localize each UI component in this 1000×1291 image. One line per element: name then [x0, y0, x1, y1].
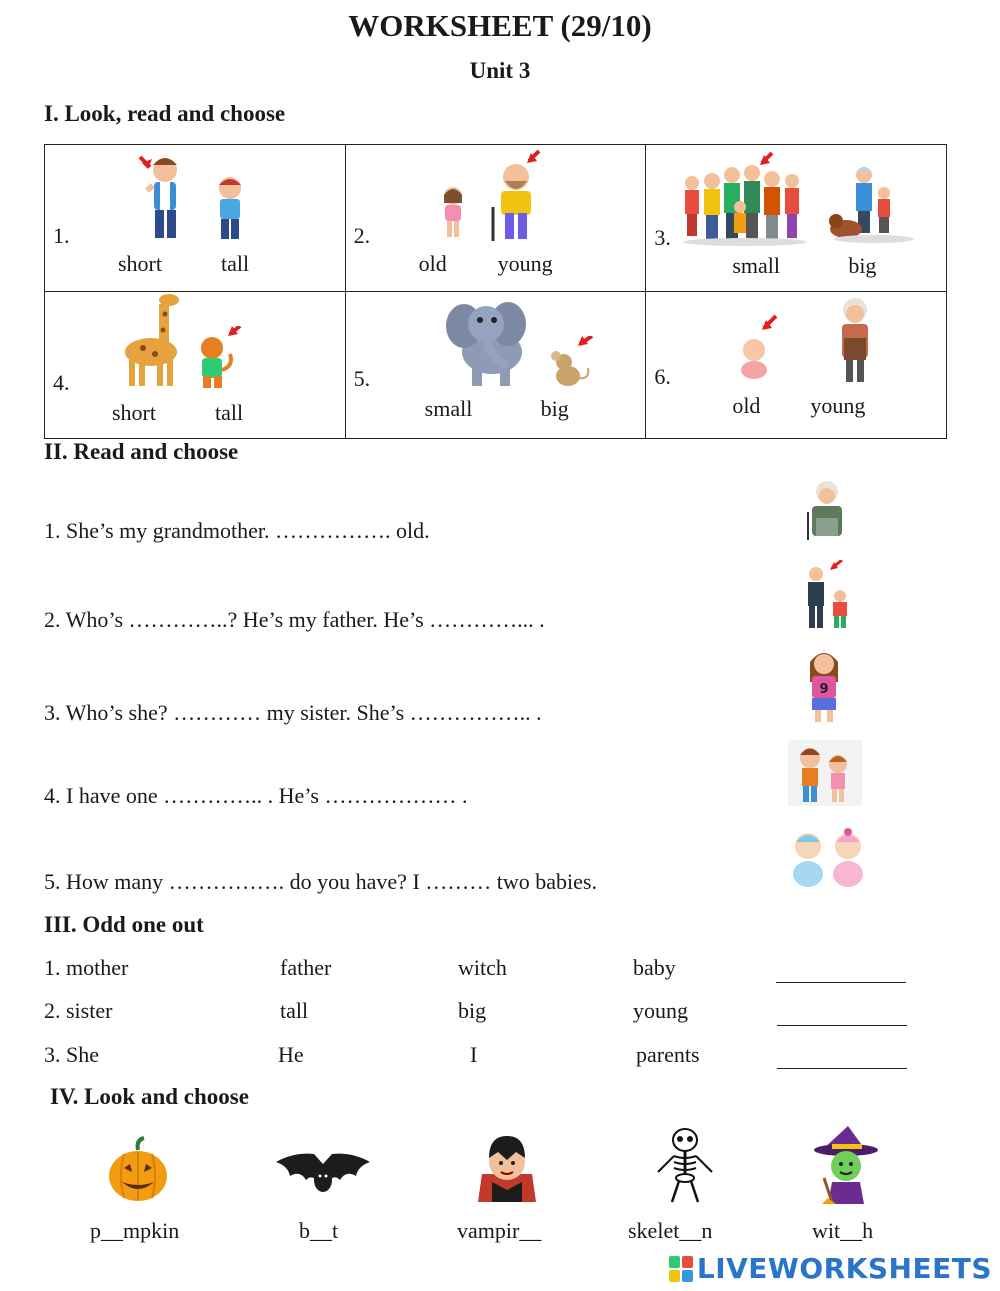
choice-word[interactable]: big — [848, 253, 877, 278]
pumpkin-icon — [106, 1136, 170, 1204]
odd-row-2-word-2: tall — [280, 998, 309, 1023]
sentence-1[interactable]: 1. She’s my grandmother. ……………. old. — [44, 518, 430, 543]
odd-row-3-word-4: parents — [636, 1042, 700, 1067]
tiger-cub-icon — [190, 326, 250, 392]
odd-row-3-word-1: 3. She — [44, 1042, 99, 1067]
mouse-icon — [544, 336, 600, 392]
choice-word[interactable]: young — [810, 393, 866, 418]
choice-word[interactable]: big — [540, 396, 569, 421]
grid-cell-5 — [345, 292, 646, 439]
sentence-5[interactable]: 5. How many ……………. do you have? I ……… two babies. — [44, 869, 597, 894]
choice-word[interactable]: small — [424, 396, 473, 421]
answer-blank-1[interactable] — [776, 982, 906, 983]
bat-icon — [274, 1150, 372, 1200]
grid-cell-6 — [646, 292, 947, 439]
liveworksheets-logo-icon — [669, 1256, 693, 1282]
odd-row-1-word-4: baby — [633, 955, 676, 980]
choice-word[interactable]: short — [118, 251, 162, 276]
section1-heading: I. Look, read and choose — [44, 101, 286, 126]
choice-word[interactable]: short — [112, 400, 156, 425]
odd-row-3-word-3: I — [470, 1042, 478, 1067]
small-family-icon — [826, 159, 916, 249]
giraffe-icon — [113, 290, 193, 392]
unit-label: Unit 3 — [469, 58, 531, 83]
svg-text:9: 9 — [819, 682, 829, 697]
grandmother-icon — [830, 294, 880, 386]
vampire-icon — [474, 1130, 540, 1204]
sentence-2[interactable]: 2. Who’s …………..? He’s my father. He’s …………... . — [44, 607, 545, 632]
odd-row-1-word-3: witch — [458, 955, 507, 980]
choice-word[interactable]: tall — [221, 251, 250, 276]
grid-cell-3 — [646, 145, 947, 292]
choice-word[interactable]: old — [732, 393, 761, 418]
odd-row-1-word-2: father — [280, 955, 332, 980]
spell-word-witch[interactable]: wit__h — [812, 1218, 874, 1243]
spell-word-vampire[interactable]: vampir__ — [457, 1218, 542, 1243]
picture-grid — [44, 144, 947, 439]
grid-cell-2 — [345, 145, 646, 292]
spell-word-pumpkin[interactable]: p__mpkin — [90, 1218, 180, 1243]
sentence-4[interactable]: 4. I have one ………….. . He’s ……………… . — [44, 783, 468, 808]
cell-number: 2. — [353, 223, 371, 248]
elephant-icon — [442, 294, 552, 390]
skeleton-icon — [652, 1126, 718, 1204]
cell-number: 1. — [53, 223, 70, 248]
liveworksheets-logo[interactable] — [669, 1252, 992, 1285]
choice-word[interactable]: young — [497, 251, 553, 276]
section2-heading: II. Read and choose — [44, 439, 239, 464]
baby-icon — [732, 310, 792, 382]
answer-blank-3[interactable] — [777, 1068, 907, 1069]
grid-cell-4 — [45, 292, 346, 439]
choice-word[interactable]: old — [418, 251, 447, 276]
odd-row-2-word-4: young — [633, 998, 688, 1023]
grandmother-icon — [798, 478, 856, 542]
worksheet-title: WORKSHEET (29/10) — [348, 8, 652, 43]
odd-row-1-word-1: 1. mother — [44, 955, 129, 980]
cell-number: 5. — [353, 366, 371, 391]
short-boy-icon — [205, 173, 255, 243]
odd-row-2-word-1: 2. sister — [44, 998, 113, 1023]
tall-boy-icon — [120, 145, 200, 245]
brother-and-sister-icon — [788, 740, 862, 806]
answer-blank-2[interactable] — [777, 1025, 907, 1026]
twin-babies-icon — [786, 826, 870, 892]
big-family-icon — [680, 147, 810, 247]
section3-heading: III. Odd one out — [44, 912, 204, 937]
odd-row-2-word-3: big — [458, 998, 487, 1023]
grid-cell-1 — [45, 145, 346, 292]
cell-number: 6. — [654, 364, 671, 389]
section4-heading: IV. Look and choose — [50, 1084, 249, 1109]
liveworksheets-logo-text: LIVEWORKSHEETS — [696, 1252, 992, 1285]
father-and-son-icon — [798, 560, 860, 632]
witch-icon — [808, 1126, 884, 1204]
cell-number: 4. — [53, 370, 70, 395]
spell-word-skeleton[interactable]: skelet__n — [628, 1218, 713, 1243]
spell-word-bat[interactable]: b__t — [299, 1218, 339, 1243]
odd-row-3-word-2: He — [278, 1042, 304, 1067]
choice-word[interactable]: tall — [215, 400, 244, 425]
choice-word[interactable]: small — [732, 253, 780, 278]
girl-icon — [436, 185, 470, 240]
cell-number: 3. — [654, 225, 671, 250]
sister-icon — [800, 648, 848, 724]
sentence-3[interactable]: 3. Who’s she? ………… my sister. She’s …………….. . — [44, 700, 542, 725]
old-man-icon — [481, 147, 556, 242]
